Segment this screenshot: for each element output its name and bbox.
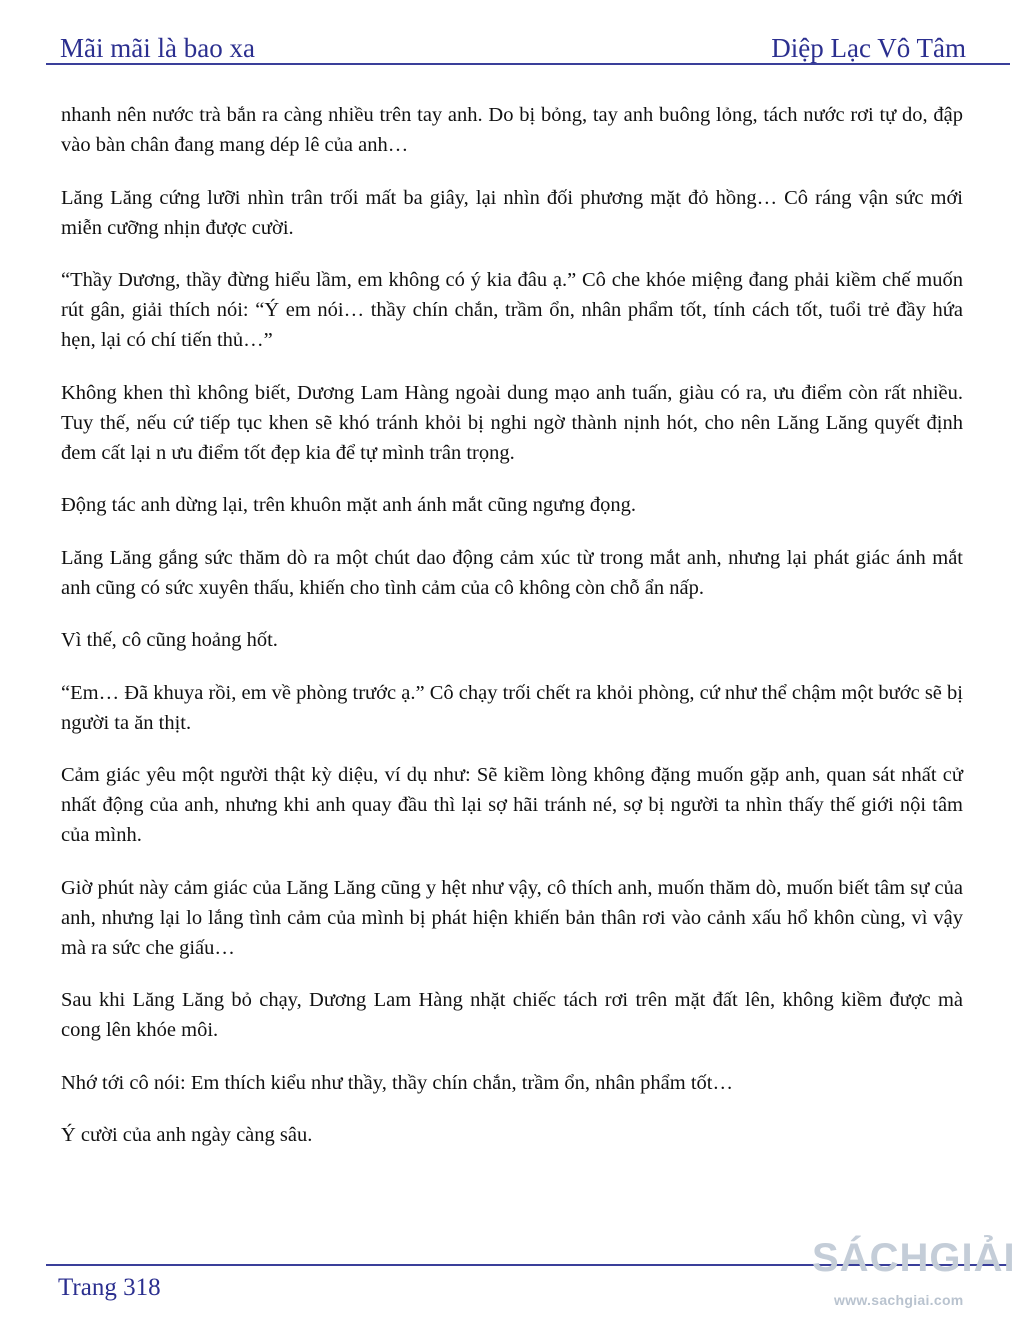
paragraph: Động tác anh dừng lại, trên khuôn mặt anh ánh mắt cũng ngưng đọng. [61, 494, 637, 516]
watermark-url: www.sachgiai.com [834, 1292, 964, 1308]
page-header [60, 24, 966, 64]
paragraph: Không khen thì không biết, Dương Lam Hàng ngoài dung mạo anh tuấn, giàu có ra, ưu điểm còn rất nhiều. Tuy thế, nếu cứ tiếp tục khen sẽ khó tránh khỏi bị nghi ngờ thành nịnh hót, cho nên Lăng Lăng quyết định đem cất lại n ưu điểm tốt đẹp kia để tự mình trân trọng. [61, 381, 963, 464]
paragraph: nhanh nên nước trà bắn ra càng nhiều trên tay anh. Do bị bỏng, tay anh buông lỏng, tách nước rơi tự do, đập vào bàn chân đang mang dép lê của anh… [61, 104, 963, 156]
paragraph: “Thầy Dương, thầy đừng hiểu lầm, em không có ý kia đâu ạ.” Cô che khóe miệng đang phải kiềm chế muốn rút gân, giải thích nói: “Ý em nói… thầy chín chắn, trầm ổn, nhân phẩm tốt, tính cách tốt, tuổi trẻ đầy hứa hẹn, lại có chí tiến thủ…” [61, 269, 963, 351]
watermark-logo-text: SÁCHGIẢI [812, 1235, 1016, 1280]
paragraph: Lăng Lăng cứng lưỡi nhìn trân trối mất ba giây, lại nhìn đối phương mặt đỏ hồng… Cô ráng vận sức mới miễn cưỡng nhịn được cười. [61, 186, 963, 239]
paragraph: Giờ phút này cảm giác của Lăng Lăng cũng y hệt như vậy, cô thích anh, muốn thăm dò, muốn biết tâm sự của anh, nhưng lại lo lắng tình cảm của mình bị phát hiện khiến bản thân rơi vào cảnh xấu hổ khôn cùng, vì vậy mà ra sức che giấu… [61, 876, 963, 959]
paragraph: Vì thế, cô cũng hoảng hốt. [61, 629, 278, 651]
header-divider [46, 63, 1010, 65]
page-number: Trang 318 [58, 1274, 161, 1301]
paragraph: “Em… Đã khuya rồi, em về phòng trước ạ.” Cô chạy trối chết ra khỏi phòng, cứ như thể chậm một bước sẽ bị người ta ăn thịt. [61, 681, 963, 734]
paragraph: Nhớ tới cô nói: Em thích kiểu như thầy, thầy chín chắn, trầm ổn, nhân phẩm tốt… [61, 1071, 733, 1094]
author-name: Diệp Lạc Vô Tâm [771, 33, 966, 63]
paragraph: Ý cười của anh ngày càng sâu. [61, 1124, 313, 1146]
paragraph: Sau khi Lăng Lăng bỏ chạy, Dương Lam Hàng nhặt chiếc tách rơi trên mặt đất lên, không kiềm được mà cong lên khóe môi. [61, 989, 963, 1041]
paragraph: Cảm giác yêu một người thật kỳ diệu, ví dụ như: Sẽ kiềm lòng không đặng muốn gặp anh, quan sát nhất cử nhất động của anh, nhưng khi anh quay đầu thì lại sợ hãi tránh né, sợ bị người ta nhìn thấy thế giới nội tâm của mình. [61, 764, 963, 846]
paragraph: Lăng Lăng gắng sức thăm dò ra một chút dao động cảm xúc từ trong mắt anh, nhưng lại phát giác ánh mắt anh cũng có sức xuyên thấu, khiến cho tình cảm của cô không còn chỗ ẩn nấp. [61, 546, 963, 599]
watermark-logo [812, 1232, 1018, 1318]
book-title: Mãi mãi là bao xa [60, 33, 255, 63]
watermark-logo-mark [812, 1232, 1018, 1284]
page-body [61, 100, 963, 1173]
